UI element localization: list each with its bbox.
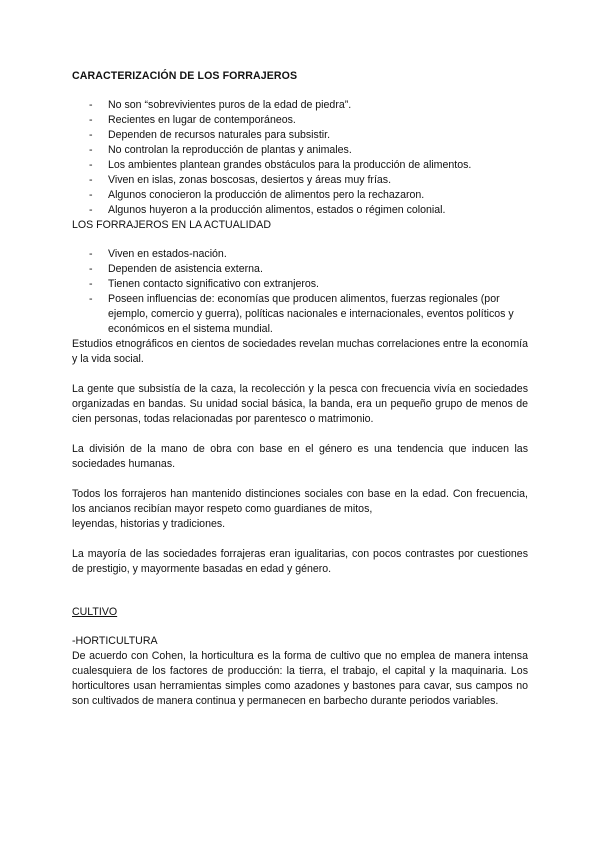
list-item-text: Los ambientes plantean grandes obstáculos para la producción de alimentos.: [108, 159, 472, 171]
dash-bullet: -: [89, 189, 93, 201]
list-item-text: Dependen de recursos naturales para subsistir.: [108, 129, 331, 141]
list-item-text: Algunos conocieron la producción de alimentos pero la rechazaron.: [108, 189, 425, 201]
dash-bullet: -: [89, 129, 93, 141]
dash-bullet: -: [89, 293, 93, 305]
paragraph-genero: La división de la mano de obra con base en el género es una tendencia que inducen las sociedades humanas.: [72, 443, 528, 470]
dash-bullet: -: [89, 144, 93, 156]
list-item-text: No son “sobrevivientes puros de la edad de piedra”.: [108, 99, 352, 111]
section-title-caracterizacion: CARACTERIZACIÓN DE LOS FORRAJEROS: [72, 70, 298, 82]
dash-bullet: -: [89, 114, 93, 126]
list-item: [72, 113, 528, 128]
dash-bullet: -: [89, 159, 93, 171]
dash-bullet: -: [89, 99, 93, 111]
paragraph-edad-line2: leyendas, historias y tradiciones.: [72, 518, 226, 530]
dash-bullet: -: [89, 204, 93, 216]
paragraph-edad-line1: Todos los forrajeros han mantenido distinciones sociales con base en la edad. Con frecuencia, los ancianos recibían mayor respeto como guardianes de mitos,: [72, 488, 528, 515]
paragraph-horticultura: De acuerdo con Cohen, la horticultura es la forma de cultivo que no emplea de manera intensa cualesquiera de los factores de producción: la tierra, el trabajo, el capital y la maquinaria. Los horticultores usan herramientas simples como azadones y bastones para cavar, sus campos no son cultivados de manera continua y permanecen en barbecho durante periodos variables.: [72, 650, 528, 707]
dash-bullet: -: [89, 248, 93, 260]
paragraph-estudios: Estudios etnográficos en cientos de sociedades revelan muchas correlaciones entre la economía y la vida social.: [72, 338, 528, 365]
list-item: [72, 203, 528, 218]
list-item: [72, 98, 528, 113]
list-item: [72, 128, 528, 143]
list-item-text: Tienen contacto significativo con extranjeros.: [108, 278, 320, 290]
paragraph-bandas: La gente que subsistía de la caza, la recolección y la pesca con frecuencia vivía en sociedades organizadas en bandas. Su unidad social básica, la banda, era un pequeño grupo de menos de cien personas, todas relacionadas por parentesco o matrimonio.: [72, 383, 528, 425]
list-item-text: Viven en estados-nación.: [108, 248, 227, 260]
section-title-actualidad: LOS FORRAJEROS EN LA ACTUALIDAD: [72, 219, 271, 231]
dash-bullet: -: [89, 278, 93, 290]
actualidad-list: [72, 247, 528, 337]
list-item-text: Algunos huyeron a la producción alimentos, estados o régimen colonial.: [108, 204, 446, 216]
section-heading-cultivo: CULTIVO: [72, 606, 118, 618]
list-item: [72, 292, 528, 337]
caracterizacion-list: [72, 98, 528, 218]
list-item-text: Dependen de asistencia externa.: [108, 263, 263, 275]
document-page: [72, 69, 528, 709]
list-item: [72, 262, 528, 277]
dash-bullet: -: [89, 263, 93, 275]
list-item: [72, 143, 528, 158]
list-item: [72, 158, 528, 173]
list-item-text: Poseen influencias de: economías que producen alimentos, fuerzas regionales (por ejemplo, comercio y guerra), políticas nacionales e internacionales, eventos políticos y económicos en el sistema mundial.: [108, 293, 514, 335]
list-item: [72, 277, 528, 292]
dash-bullet: -: [89, 174, 93, 186]
list-item-text: Recientes en lugar de contemporáneos.: [108, 114, 296, 126]
list-item-text: No controlan la reproducción de plantas y animales.: [108, 144, 352, 156]
list-item: [72, 247, 528, 262]
subheading-horticultura: -HORTICULTURA: [72, 635, 158, 647]
paragraph-edad: [72, 487, 528, 532]
list-item: [72, 188, 528, 203]
paragraph-igualitarias: La mayoría de las sociedades forrajeras eran igualitarias, con pocos contrastes por cuestiones de prestigio, y mayormente basadas en edad y género.: [72, 548, 528, 575]
list-item: [72, 173, 528, 188]
list-item-text: Viven en islas, zonas boscosas, desiertos y áreas muy frías.: [108, 174, 392, 186]
